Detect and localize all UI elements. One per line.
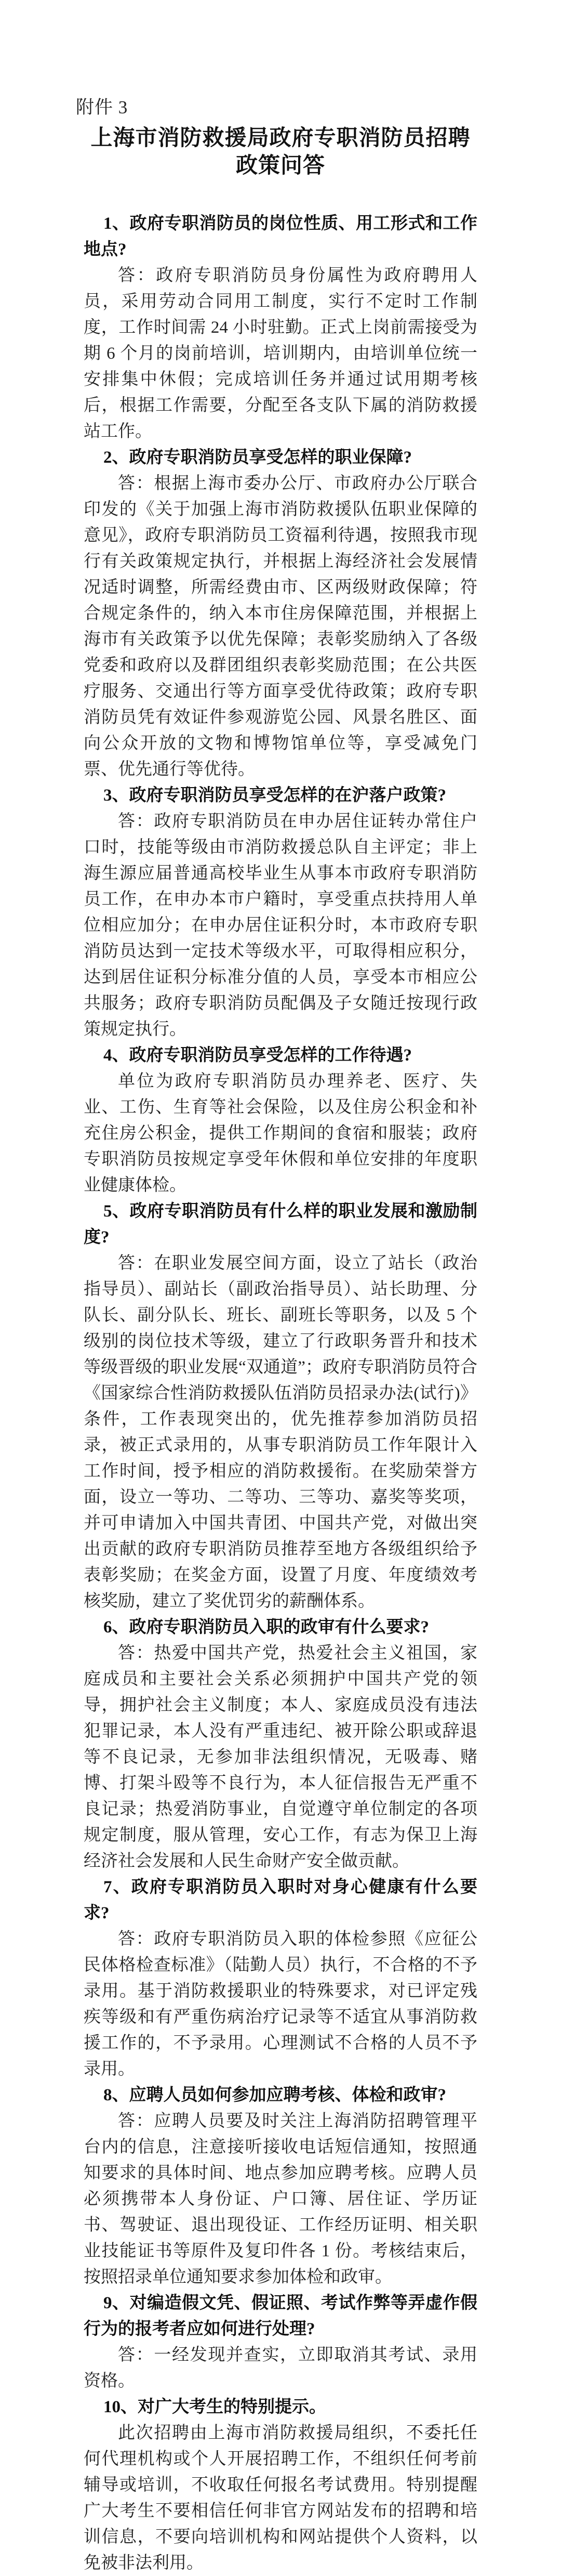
- question-heading: 8、应聘人员如何参加应聘考核、体检和政审?: [103, 2086, 446, 2104]
- question-heading: 5、政府专职消防员有什么样的职业发展和激励制度?: [84, 1202, 477, 1247]
- question-heading: 6、政府专职消防员入职的政审有什么要求?: [103, 1618, 429, 1637]
- document-title: [68, 125, 493, 179]
- question-heading: 1、政府专职消防员的岗位性质、用工形式和工作地点?: [84, 214, 477, 259]
- answer-paragraph: 答：应聘人员要及时关注上海消防招聘管理平台内的信息，注意接听接收电话短信通知，按照通知要求的具体时间、地点参加应聘考核。应聘人员必须携带本人身份证、户口簿、居住证、学历证书、驾驶证、退出现役证、工作经历证明、相关职业技能证书等原件及复印件各 1 份。考核结束后，按照招录单位通知要求参加体检和政审。: [84, 2112, 477, 2286]
- answer-paragraph: 答：一经发现并查实，立即取消其考试、录用资格。: [84, 2346, 477, 2390]
- document-title-line-2: 政策问答: [235, 153, 325, 178]
- qa-content: [84, 211, 477, 2576]
- document-title-line-1: 上海市消防救援局政府专职消防员招聘: [90, 126, 471, 150]
- answer-paragraph: 答：政府专职消防员在申办居住证转办常住户口时，技能等级由市消防救援总队自主评定；非上海生源应届普通高校毕业生从事本市政府专职消防员工作，在申办本市户籍时，享受重点扶持用人单位相应加分；在申办居住证积分时，本市政府专职消防员达到一定技术等级水平，可取得相应积分，达到居住证积分标准分值的人员，享受本市相应公共服务；政府专职消防员配偶及子女随迁按现行政策规定执行。: [84, 812, 477, 1039]
- answer-paragraph: 答：在职业发展空间方面，设立了站长（政治指导员）、副站长（副政治指导员）、站长助理、分队长、副分队长、班长、副班长等职务，以及 5 个级别的岗位技术等级，建立了行政职务晋升和技术等级晋级的职业发展“双通道”；政府专职消防员符合《国家综合性消防救援队伍消防员招录办法(试行)》条件，工作表现突出的，优先推荐参加消防员招录，被正式录用的，从事专职消防员工作年限计入工作时间，授予相应的消防救援衔。在奖励荣誉方面，设立一等功、二等功、三等功、嘉奖等奖项，并可申请加入中国共青团、中国共产党，对做出突出贡献的政府专职消防员推荐至地方各级组织给予表彰奖励；在奖金方面，设置了月度、年度绩效考核奖励，建立了奖优罚劣的薪酬体系。: [84, 1254, 477, 1611]
- answer-paragraph: 答：热爱中国共产党，热爱社会主义祖国，家庭成员和主要社会关系必须拥护中国共产党的领导，拥护社会主义制度；本人、家庭成员没有违法犯罪记录，本人没有严重违纪、被开除公职或辞退等不良记录，无参加非法组织情况，无吸毒、赌博、打架斗殴等不良行为，本人征信报告无严重不良记录；热爱消防事业，自觉遵守单位制定的各项规定制度，服从管理，安心工作，有志为保卫上海经济社会发展和人民生命财产安全做贡献。: [84, 1644, 477, 1871]
- answer-paragraph: 答：政府专职消防员身份属性为政府聘用人员，采用劳动合同用工制度，实行不定时工作制度，工作时间需 24 小时驻勤。正式上岗前需接受为期 6 个月的岗前培训，培训期内，由培训单位统一安排集中休假；完成培训任务并通过试用期考核后，根据工作需要，分配至各支队下属的消防救援站工作。: [84, 266, 477, 441]
- answer-paragraph: 单位为政府专职消防员办理养老、医疗、失业、工伤、生育等社会保险，以及住房公积金和补充住房公积金，提供工作期间的食宿和服装；政府专职消防员按规定享受年休假和单位安排的年度职业健康体检。: [84, 1072, 477, 1195]
- question-heading: 9、对编造假文凭、假证照、考试作弊等弄虚作假行为的报考者应如何进行处理?: [84, 2294, 477, 2338]
- answer-paragraph: 此次招聘由上海市消防救援局组织，不委托任何代理机构或个人开展招聘工作，不组织任何考前辅导或培训，不收取任何报名考试费用。特别提醒广大考生不要相信任何非官方网站发布的招聘和培训信息，不要向培训机构和网站提供个人资料，以免被非法利用。: [84, 2424, 477, 2572]
- question-heading: 4、政府专职消防员享受怎样的工作待遇?: [103, 1046, 412, 1065]
- attachment-label: 附件 3: [76, 97, 128, 117]
- answer-paragraph: 答：政府专职消防员入职的体检参照《应征公民体格检查标准》（陆勤人员）执行，不合格的不予录用。基于消防救援职业的特殊要求，对已评定残疾等级和有严重伤病治疗记录等不适宜从事消防救援工作的，不予录用。心理测试不合格的人员不予录用。: [84, 1930, 477, 2078]
- answer-paragraph: 答：根据上海市委办公厅、市政府办公厅联合印发的《关于加强上海市消防救援队伍职业保障的意见》，政府专职消防员工资福利待遇，按照我市现行有关政策规定执行，并根据上海经济社会发展情况适时调整，所需经费由市、区两级财政保障；符合规定条件的，纳入本市住房保障范围，并根据上海市有关政策予以优先保障；表彰奖励纳入了各级党委和政府以及群团组织表彰奖励范围；在公共医疗服务、交通出行等方面享受优待政策；政府专职消防员凭有效证件参观游览公园、风景名胜区、面向公众开放的文物和博物馆单位等，享受减免门票、优先通行等优待。: [84, 474, 477, 779]
- question-heading: 3、政府专职消防员享受怎样的在沪落户政策?: [103, 786, 446, 805]
- question-heading: 2、政府专职消防员享受怎样的职业保障?: [103, 448, 412, 467]
- question-heading: 7、政府专职消防员入职时对身心健康有什么要求?: [84, 1878, 477, 1923]
- question-heading: 10、对广大考生的特别提示。: [103, 2398, 326, 2416]
